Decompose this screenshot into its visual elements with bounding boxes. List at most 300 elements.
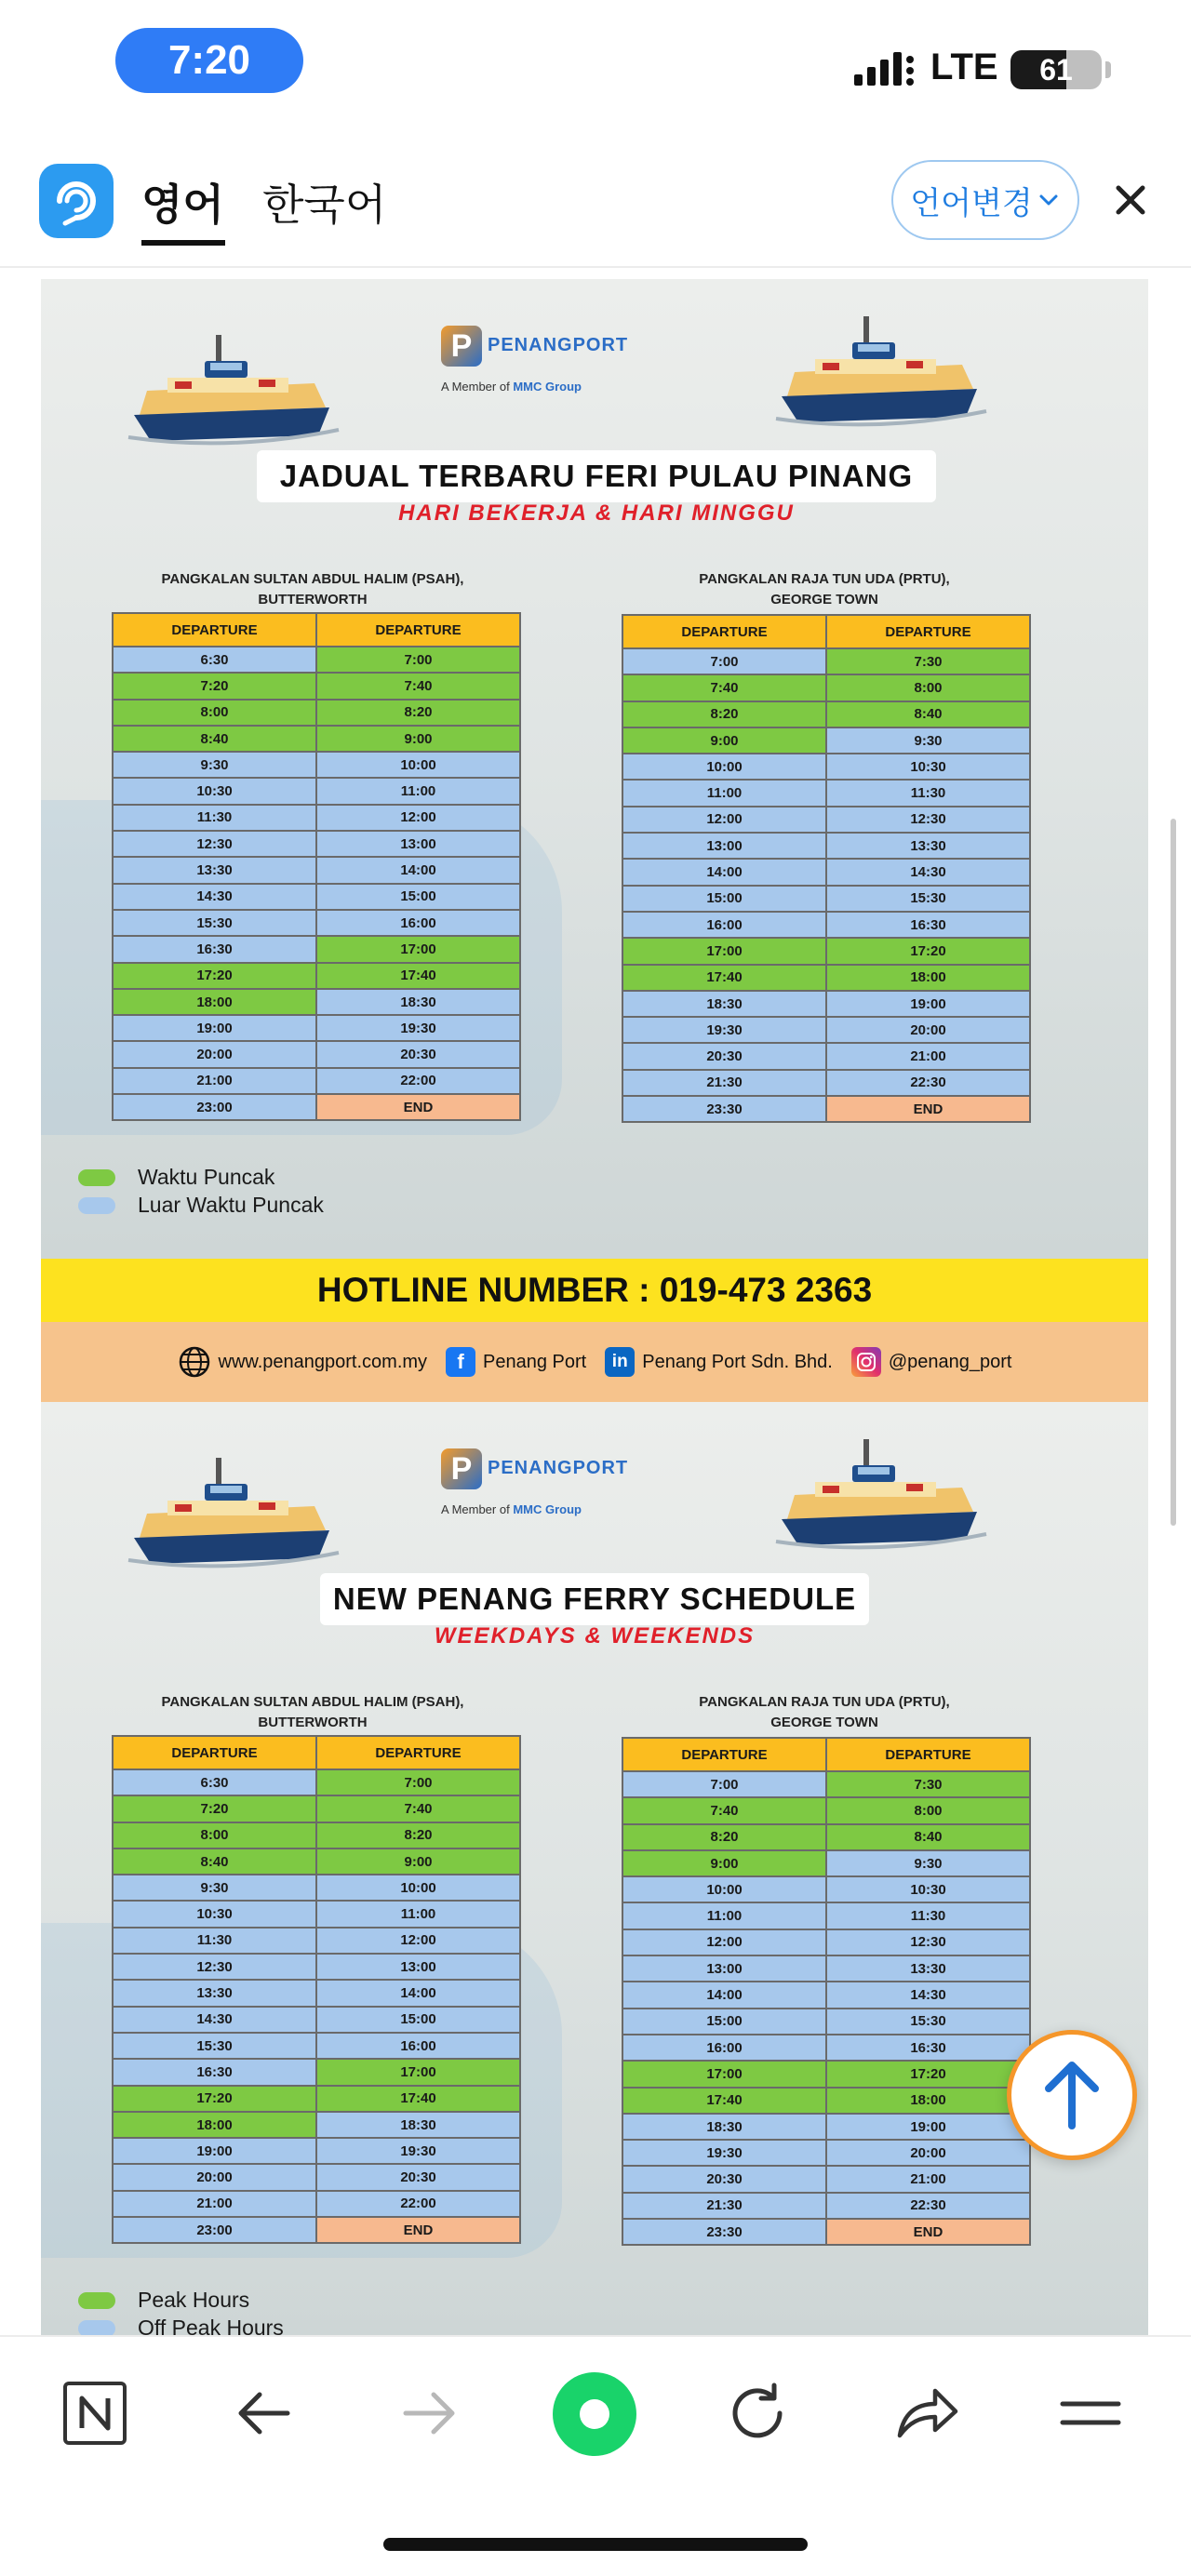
off-peak-departure-cell: 10:30 bbox=[113, 1901, 316, 1927]
schedule-row bbox=[113, 857, 520, 883]
penangport-logo bbox=[441, 1448, 748, 1532]
schedule-row bbox=[622, 1043, 1030, 1069]
end-of-service-cell: END bbox=[316, 2217, 520, 2243]
peak-departure-cell: 17:40 bbox=[622, 2088, 826, 2114]
peak-departure-cell: 9:00 bbox=[622, 727, 826, 754]
off-peak-departure-cell: 12:30 bbox=[826, 1929, 1030, 1955]
peak-departure-cell: 8:00 bbox=[113, 1822, 316, 1849]
off-peak-departure-cell: 10:30 bbox=[826, 1876, 1030, 1902]
off-peak-departure-cell: 22:30 bbox=[826, 2193, 1030, 2219]
schedule-row bbox=[622, 1955, 1030, 1982]
schedule-table-prtu bbox=[622, 614, 1031, 1123]
off-peak-departure-cell: 13:00 bbox=[622, 1955, 826, 1982]
peak-departure-cell: 17:20 bbox=[826, 2061, 1030, 2087]
schedule-table-psah bbox=[112, 612, 521, 1121]
peak-departure-cell: 8:20 bbox=[622, 1824, 826, 1850]
active-tab-indicator bbox=[141, 240, 225, 246]
schedule-table-prtu bbox=[622, 1737, 1031, 2246]
terminal-label-prtu bbox=[620, 569, 1029, 610]
off-peak-departure-cell: 18:30 bbox=[316, 2112, 520, 2138]
off-peak-departure-cell: 12:30 bbox=[826, 807, 1030, 833]
facebook-text: Penang Port bbox=[483, 1351, 587, 1372]
peak-departure-cell: 7:30 bbox=[826, 1771, 1030, 1797]
close-icon[interactable] bbox=[1107, 177, 1154, 223]
off-peak-departure-cell: 23:30 bbox=[622, 1096, 826, 1122]
off-peak-departure-cell: 10:00 bbox=[622, 754, 826, 780]
off-peak-departure-cell: 15:30 bbox=[113, 2033, 316, 2059]
off-peak-departure-cell: 18:30 bbox=[316, 989, 520, 1015]
tab-english[interactable]: 영어 bbox=[141, 180, 224, 229]
off-peak-departure-cell: 22:00 bbox=[316, 2191, 520, 2217]
off-peak-departure-cell: 23:30 bbox=[622, 2219, 826, 2245]
peak-departure-cell: 8:40 bbox=[113, 1849, 316, 1875]
off-peak-departure-cell: 9:30 bbox=[113, 752, 316, 778]
schedule-row bbox=[622, 2140, 1030, 2166]
off-peak-departure-cell: 7:00 bbox=[622, 648, 826, 674]
terminal-label-line: PANGKALAN SULTAN ABDUL HALIM (PSAH), bbox=[161, 1694, 464, 1710]
ferry-illustration bbox=[767, 307, 990, 447]
off-peak-departure-cell: 19:00 bbox=[113, 2138, 316, 2164]
off-peak-departure-cell: 15:30 bbox=[113, 910, 316, 936]
terminal-label-line: GEORGE TOWN bbox=[770, 592, 878, 607]
off-peak-departure-cell: 11:30 bbox=[826, 1902, 1030, 1929]
schedule-row bbox=[622, 859, 1030, 885]
peak-departure-cell: 7:00 bbox=[316, 1769, 520, 1795]
off-peak-swatch bbox=[78, 1197, 115, 1214]
schedule-row bbox=[622, 674, 1030, 701]
peak-departure-cell: 18:00 bbox=[826, 2088, 1030, 2114]
peak-departure-cell: 7:40 bbox=[316, 673, 520, 699]
off-peak-departure-cell: 19:30 bbox=[622, 2140, 826, 2166]
social-links-banner bbox=[41, 1322, 1148, 1402]
schedule-row bbox=[622, 727, 1030, 754]
schedule-row bbox=[622, 2193, 1030, 2219]
peak-departure-cell: 7:40 bbox=[622, 1797, 826, 1823]
scroll-to-top-button[interactable] bbox=[1007, 2030, 1137, 2160]
schedule-row bbox=[113, 2086, 520, 2112]
off-peak-departure-cell: 11:30 bbox=[113, 805, 316, 831]
off-peak-departure-cell: 10:30 bbox=[826, 754, 1030, 780]
chevron-down-icon bbox=[1037, 188, 1061, 212]
menu-icon[interactable] bbox=[1053, 2376, 1128, 2450]
penangport-logo bbox=[441, 326, 748, 409]
peak-departure-cell: 8:00 bbox=[826, 1797, 1030, 1823]
off-peak-departure-cell: 21:00 bbox=[826, 1043, 1030, 1069]
off-peak-departure-cell: 20:00 bbox=[113, 1041, 316, 1067]
off-peak-departure-cell: 21:00 bbox=[113, 1068, 316, 1094]
schedule-row bbox=[622, 2088, 1030, 2114]
schedule-row bbox=[622, 2166, 1030, 2192]
legend-peak-label: Waktu Puncak bbox=[138, 1165, 275, 1189]
schedule-row bbox=[113, 2059, 520, 2085]
legend-off-peak-label: Off Peak Hours bbox=[138, 2316, 284, 2335]
peak-departure-cell: 18:00 bbox=[113, 989, 316, 1015]
schedule-row bbox=[113, 2191, 520, 2217]
off-peak-departure-cell: 6:30 bbox=[113, 1769, 316, 1795]
peak-departure-cell: 9:00 bbox=[316, 1849, 520, 1875]
peak-departure-cell: 17:00 bbox=[622, 2061, 826, 2087]
member-group: MMC Group bbox=[513, 1502, 582, 1516]
forward-arrow-icon bbox=[393, 2376, 467, 2450]
off-peak-departure-cell: 14:30 bbox=[113, 2007, 316, 2033]
peak-departure-cell: 9:00 bbox=[316, 726, 520, 752]
peak-departure-cell: 18:00 bbox=[113, 2112, 316, 2138]
peak-departure-cell: 7:30 bbox=[826, 648, 1030, 674]
schedule-row bbox=[113, 936, 520, 962]
departure-header: DEPARTURE bbox=[316, 1736, 520, 1769]
ferry-illustration bbox=[119, 1448, 342, 1588]
off-peak-departure-cell: 14:00 bbox=[316, 1980, 520, 2006]
off-peak-departure-cell: 9:30 bbox=[826, 1850, 1030, 1876]
schedule-row bbox=[113, 2033, 520, 2059]
off-peak-departure-cell: 11:00 bbox=[622, 1902, 826, 1929]
schedule-row bbox=[113, 831, 520, 857]
schedule-table-psah bbox=[112, 1735, 521, 2244]
back-arrow-icon[interactable] bbox=[226, 2376, 301, 2450]
off-peak-departure-cell: 16:00 bbox=[316, 2033, 520, 2059]
peak-swatch bbox=[78, 1169, 115, 1186]
schedule-row bbox=[113, 647, 520, 673]
off-peak-departure-cell: 21:00 bbox=[113, 2191, 316, 2217]
change-language-label: 언어변경 bbox=[910, 185, 1033, 221]
schedule-row bbox=[113, 910, 520, 936]
off-peak-departure-cell: 21:00 bbox=[826, 2166, 1030, 2192]
schedule-row bbox=[113, 1875, 520, 1901]
schedule-row bbox=[622, 833, 1030, 859]
schedule-row bbox=[622, 1096, 1030, 1122]
schedule-row bbox=[622, 2114, 1030, 2140]
off-peak-departure-cell: 15:00 bbox=[622, 2009, 826, 2035]
schedule-row bbox=[113, 726, 520, 752]
globe-icon bbox=[178, 1345, 211, 1379]
off-peak-departure-cell: 20:30 bbox=[316, 2164, 520, 2190]
schedule-row bbox=[622, 1876, 1030, 1902]
network-type: LTE bbox=[930, 47, 998, 87]
schedule-row bbox=[113, 2112, 520, 2138]
off-peak-departure-cell: 15:00 bbox=[316, 2007, 520, 2033]
legend-off-peak bbox=[78, 1193, 324, 1218]
schedule-row bbox=[622, 754, 1030, 780]
off-peak-departure-cell: 20:30 bbox=[622, 2166, 826, 2192]
off-peak-departure-cell: 10:30 bbox=[113, 778, 316, 804]
peak-departure-cell: 17:40 bbox=[622, 965, 826, 991]
page-scrollbar[interactable] bbox=[1171, 819, 1176, 1526]
schedule-row bbox=[622, 1929, 1030, 1955]
peak-departure-cell: 8:00 bbox=[113, 700, 316, 726]
legend-peak bbox=[78, 2288, 249, 2313]
legend-off-peak bbox=[78, 2316, 284, 2335]
off-peak-departure-cell: 16:30 bbox=[826, 912, 1030, 938]
peak-departure-cell: 8:20 bbox=[316, 700, 520, 726]
schedule-row bbox=[113, 2138, 520, 2164]
off-peak-departure-cell: 11:00 bbox=[622, 780, 826, 806]
off-peak-departure-cell: 13:30 bbox=[113, 857, 316, 883]
off-peak-departure-cell: 15:30 bbox=[826, 886, 1030, 912]
linkedin-icon: in bbox=[605, 1347, 635, 1377]
off-peak-departure-cell: 6:30 bbox=[113, 647, 316, 673]
off-peak-departure-cell: 9:30 bbox=[826, 727, 1030, 754]
schedule-row bbox=[113, 805, 520, 831]
off-peak-departure-cell: 16:00 bbox=[622, 912, 826, 938]
change-language-button[interactable] bbox=[891, 160, 1079, 240]
hotline-banner: HOTLINE NUMBER : 019-473 2363 bbox=[41, 1259, 1148, 1322]
off-peak-departure-cell: 13:00 bbox=[622, 833, 826, 859]
penangport-logo-icon: P bbox=[441, 1448, 482, 1489]
off-peak-departure-cell: 10:00 bbox=[622, 1876, 826, 1902]
schedule-subtitle: WEEKDAYS & WEEKENDS bbox=[434, 1623, 756, 1648]
off-peak-departure-cell: 13:30 bbox=[113, 1980, 316, 2006]
schedule-row bbox=[622, 2009, 1030, 2035]
green-dot-icon[interactable] bbox=[551, 2370, 638, 2458]
signal-strength-icon bbox=[854, 48, 919, 89]
schedule-row bbox=[113, 1795, 520, 1822]
logo-brand-name: PENANGPORT bbox=[488, 335, 629, 355]
schedule-row bbox=[113, 2007, 520, 2033]
naver-home-icon[interactable] bbox=[58, 2376, 132, 2450]
schedule-row bbox=[622, 2061, 1030, 2087]
website-text: www.penangport.com.my bbox=[218, 1351, 428, 1372]
member-prefix: A Member of bbox=[441, 380, 514, 394]
terminal-label-prtu bbox=[620, 1692, 1029, 1733]
poster-malay bbox=[41, 279, 1148, 1259]
peak-departure-cell: 17:20 bbox=[113, 2086, 316, 2112]
peak-departure-cell: 17:20 bbox=[826, 938, 1030, 964]
off-peak-departure-cell: 18:30 bbox=[622, 991, 826, 1017]
off-peak-departure-cell: 20:00 bbox=[113, 2164, 316, 2190]
arrow-up-icon bbox=[1011, 2035, 1132, 2156]
peak-departure-cell: 8:40 bbox=[113, 726, 316, 752]
legend-peak bbox=[78, 1165, 274, 1190]
translate-bar bbox=[0, 140, 1191, 268]
off-peak-departure-cell: 7:00 bbox=[622, 1771, 826, 1797]
off-peak-departure-cell: 20:00 bbox=[826, 1017, 1030, 1043]
schedule-row bbox=[622, 780, 1030, 806]
peak-departure-cell: 17:40 bbox=[316, 2086, 520, 2112]
off-peak-departure-cell: 12:00 bbox=[622, 1929, 826, 1955]
logo-member-text bbox=[441, 1502, 582, 1516]
off-peak-departure-cell: 22:30 bbox=[826, 1070, 1030, 1096]
schedule-row bbox=[113, 1849, 520, 1875]
off-peak-departure-cell: 15:00 bbox=[316, 884, 520, 910]
terminal-label-line: PANGKALAN SULTAN ABDUL HALIM (PSAH), bbox=[161, 571, 464, 587]
schedule-row bbox=[622, 1982, 1030, 2008]
off-peak-departure-cell: 12:00 bbox=[316, 1928, 520, 1954]
schedule-row bbox=[113, 989, 520, 1015]
peak-departure-cell: 7:40 bbox=[316, 1795, 520, 1822]
schedule-row bbox=[622, 807, 1030, 833]
off-peak-departure-cell: 16:30 bbox=[113, 936, 316, 962]
departure-header: DEPARTURE bbox=[622, 1738, 826, 1771]
off-peak-departure-cell: 12:00 bbox=[316, 805, 520, 831]
schedule-row bbox=[622, 2035, 1030, 2061]
off-peak-departure-cell: 20:00 bbox=[826, 2140, 1030, 2166]
off-peak-departure-cell: 14:30 bbox=[826, 1982, 1030, 2008]
schedule-row bbox=[113, 752, 520, 778]
linkedin-text: Penang Port Sdn. Bhd. bbox=[642, 1351, 833, 1372]
schedule-row bbox=[113, 1769, 520, 1795]
schedule-row bbox=[622, 1902, 1030, 1929]
logo-brand-name: PENANGPORT bbox=[488, 1458, 629, 1478]
translate-app-icon[interactable] bbox=[39, 164, 114, 238]
terminal-label-psah bbox=[108, 1692, 517, 1733]
terminal-label-psah bbox=[108, 569, 517, 610]
schedule-row bbox=[622, 886, 1030, 912]
schedule-row bbox=[113, 1928, 520, 1954]
off-peak-departure-cell: 16:00 bbox=[316, 910, 520, 936]
off-peak-departure-cell: 13:30 bbox=[826, 1955, 1030, 1982]
share-icon[interactable] bbox=[889, 2376, 963, 2450]
departure-header: DEPARTURE bbox=[316, 613, 520, 647]
schedule-row bbox=[113, 1901, 520, 1927]
instagram-link bbox=[851, 1347, 1012, 1377]
off-peak-departure-cell: 12:30 bbox=[113, 831, 316, 857]
peak-departure-cell: 7:40 bbox=[622, 674, 826, 701]
off-peak-swatch bbox=[78, 2320, 115, 2336]
off-peak-departure-cell: 14:00 bbox=[622, 1982, 826, 2008]
legend-peak-label: Peak Hours bbox=[138, 2288, 250, 2312]
off-peak-departure-cell: 15:00 bbox=[622, 886, 826, 912]
off-peak-departure-cell: 19:00 bbox=[113, 1015, 316, 1041]
refresh-icon[interactable] bbox=[720, 2376, 795, 2450]
schedule-title: JADUAL TERBARU FERI PULAU PINANG bbox=[257, 450, 936, 502]
peak-departure-cell: 17:00 bbox=[316, 2059, 520, 2085]
schedule-row bbox=[113, 778, 520, 804]
schedule-row bbox=[113, 1068, 520, 1094]
poster-english bbox=[41, 1402, 1148, 2335]
peak-departure-cell: 7:00 bbox=[316, 647, 520, 673]
off-peak-departure-cell: 19:00 bbox=[826, 2114, 1030, 2140]
off-peak-departure-cell: 11:00 bbox=[316, 1901, 520, 1927]
schedule-row bbox=[622, 648, 1030, 674]
off-peak-departure-cell: 11:00 bbox=[316, 778, 520, 804]
peak-departure-cell: 8:40 bbox=[826, 1824, 1030, 1850]
status-bar bbox=[0, 0, 1191, 140]
linkedin-link bbox=[605, 1347, 833, 1377]
schedule-row bbox=[113, 673, 520, 699]
end-of-service-cell: END bbox=[826, 2219, 1030, 2245]
terminal-label-line: PANGKALAN RAJA TUN UDA (PRTU), bbox=[699, 571, 950, 587]
peak-departure-cell: 18:00 bbox=[826, 965, 1030, 991]
instagram-icon bbox=[851, 1347, 881, 1377]
departure-header: DEPARTURE bbox=[113, 613, 316, 647]
terminal-label-line: PANGKALAN RAJA TUN UDA (PRTU), bbox=[699, 1694, 950, 1710]
battery-level: 61 bbox=[1039, 52, 1073, 87]
peak-departure-cell: 17:40 bbox=[316, 963, 520, 989]
schedule-row bbox=[622, 965, 1030, 991]
schedule-row bbox=[113, 2164, 520, 2190]
schedule-row bbox=[622, 912, 1030, 938]
ferry-illustration bbox=[767, 1430, 990, 1569]
schedule-title: NEW PENANG FERRY SCHEDULE bbox=[320, 1573, 869, 1625]
schedule-row bbox=[113, 700, 520, 726]
off-peak-departure-cell: 12:00 bbox=[622, 807, 826, 833]
off-peak-departure-cell: 13:30 bbox=[826, 833, 1030, 859]
facebook-icon: f bbox=[446, 1347, 475, 1377]
off-peak-departure-cell: 15:30 bbox=[826, 2009, 1030, 2035]
schedule-row bbox=[113, 1094, 520, 1120]
schedule-row bbox=[622, 701, 1030, 727]
browser-toolbar bbox=[0, 2335, 1191, 2576]
battery-nub bbox=[1105, 61, 1111, 78]
departure-header: DEPARTURE bbox=[622, 615, 826, 648]
schedule-row bbox=[622, 1771, 1030, 1797]
peak-departure-cell: 8:20 bbox=[622, 701, 826, 727]
instagram-text: @penang_port bbox=[888, 1351, 1012, 1372]
off-peak-departure-cell: 19:30 bbox=[316, 1015, 520, 1041]
home-indicator bbox=[383, 2538, 808, 2551]
off-peak-departure-cell: 13:00 bbox=[316, 831, 520, 857]
schedule-row bbox=[113, 1015, 520, 1041]
off-peak-departure-cell: 21:30 bbox=[622, 1070, 826, 1096]
schedule-row bbox=[113, 884, 520, 910]
tab-korean[interactable]: 한국어 bbox=[262, 180, 387, 229]
peak-departure-cell: 17:00 bbox=[316, 936, 520, 962]
schedule-row bbox=[113, 1954, 520, 1980]
peak-departure-cell: 9:00 bbox=[622, 1850, 826, 1876]
departure-header: DEPARTURE bbox=[826, 615, 1030, 648]
peak-departure-cell: 8:20 bbox=[316, 1822, 520, 1849]
off-peak-departure-cell: 16:30 bbox=[826, 2035, 1030, 2061]
off-peak-departure-cell: 22:00 bbox=[316, 1068, 520, 1094]
peak-departure-cell: 17:00 bbox=[622, 938, 826, 964]
schedule-row bbox=[113, 1041, 520, 1067]
end-of-service-cell: END bbox=[826, 1096, 1030, 1122]
off-peak-departure-cell: 14:00 bbox=[622, 859, 826, 885]
ferry-illustration bbox=[119, 326, 342, 465]
peak-departure-cell: 8:00 bbox=[826, 674, 1030, 701]
member-group: MMC Group bbox=[513, 380, 582, 394]
terminal-label-line: GEORGE TOWN bbox=[770, 1715, 878, 1730]
off-peak-departure-cell: 19:30 bbox=[622, 1017, 826, 1043]
off-peak-departure-cell: 20:30 bbox=[622, 1043, 826, 1069]
schedule-row bbox=[622, 1017, 1030, 1043]
schedule-row bbox=[113, 2217, 520, 2243]
off-peak-departure-cell: 23:00 bbox=[113, 2217, 316, 2243]
schedule-row bbox=[622, 1070, 1030, 1096]
logo-member-text bbox=[441, 380, 582, 394]
off-peak-departure-cell: 21:30 bbox=[622, 2193, 826, 2219]
off-peak-departure-cell: 20:30 bbox=[316, 1041, 520, 1067]
schedule-row bbox=[622, 1824, 1030, 1850]
off-peak-departure-cell: 14:00 bbox=[316, 857, 520, 883]
peak-departure-cell: 8:40 bbox=[826, 701, 1030, 727]
schedule-image bbox=[41, 279, 1148, 2335]
schedule-row bbox=[622, 991, 1030, 1017]
off-peak-departure-cell: 9:30 bbox=[113, 1875, 316, 1901]
off-peak-departure-cell: 12:30 bbox=[113, 1954, 316, 1980]
off-peak-departure-cell: 11:30 bbox=[113, 1928, 316, 1954]
schedule-row bbox=[622, 1797, 1030, 1823]
status-time: 7:20 bbox=[115, 28, 303, 93]
off-peak-departure-cell: 14:30 bbox=[826, 859, 1030, 885]
off-peak-departure-cell: 19:00 bbox=[826, 991, 1030, 1017]
schedule-row bbox=[113, 963, 520, 989]
peak-swatch bbox=[78, 2292, 115, 2309]
website-link bbox=[178, 1345, 428, 1379]
facebook-link bbox=[446, 1347, 586, 1377]
off-peak-departure-cell: 16:00 bbox=[622, 2035, 826, 2061]
schedule-row bbox=[622, 1850, 1030, 1876]
schedule-row bbox=[622, 938, 1030, 964]
schedule-row bbox=[113, 1980, 520, 2006]
off-peak-departure-cell: 19:30 bbox=[316, 2138, 520, 2164]
off-peak-departure-cell: 23:00 bbox=[113, 1094, 316, 1120]
schedule-row bbox=[113, 1822, 520, 1849]
end-of-service-cell: END bbox=[316, 1094, 520, 1120]
peak-departure-cell: 17:20 bbox=[113, 963, 316, 989]
peak-departure-cell: 7:20 bbox=[113, 1795, 316, 1822]
battery-icon bbox=[1010, 50, 1102, 89]
